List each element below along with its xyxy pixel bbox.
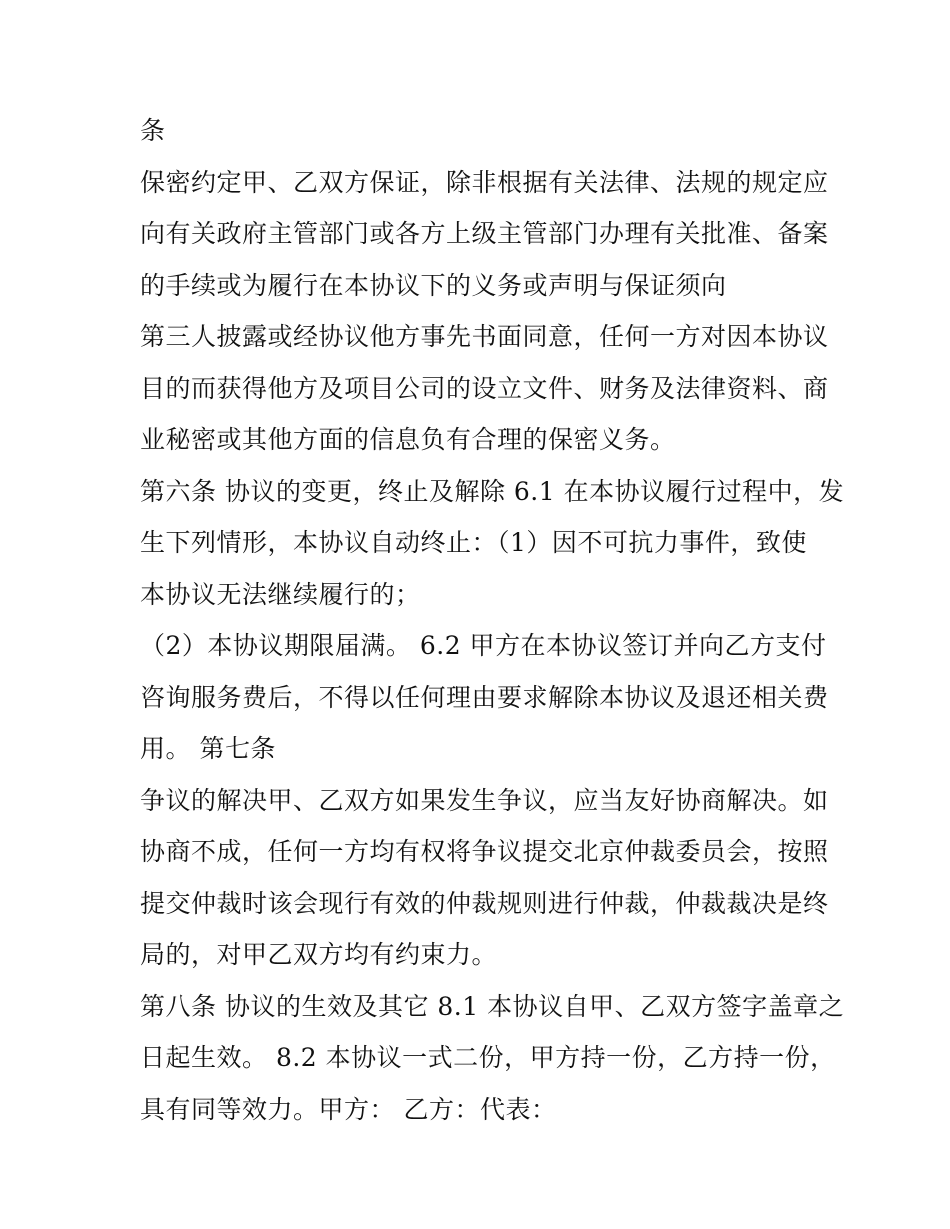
text-line: 生下列情形，本协议自动终止：（1）因不可抗力事件，致使 <box>140 528 807 557</box>
text-line: 争议的解决甲、乙双方如果发生争议，应当友好协商解决。如 <box>140 785 829 815</box>
text-line: 条 <box>140 116 166 145</box>
text-line: 局的，对甲乙双方均有约束力。 <box>140 940 498 969</box>
text-line: 提交仲裁时该会现行有效的仲裁规则进行仲裁，仲裁裁决是终 <box>140 888 829 918</box>
text-line: 用。 第七条 <box>140 734 276 763</box>
text-line: 第八条 协议的生效及其它 8.1 本协议自甲、乙双方签字盖章之 <box>140 991 845 1021</box>
text-line: 目的而获得他方及项目公司的设立文件、财务及法律资料、商 <box>140 373 829 403</box>
text-line: 保密约定甲、乙双方保证，除非根据有关法律、法规的规定应 <box>140 167 829 197</box>
text-line: 日起生效。 8.2 本协议一式二份，甲方持一份，乙方持一份， <box>140 1043 836 1072</box>
text-line: 业秘密或其他方面的信息负有合理的保密义务。 <box>140 425 676 454</box>
text-line: 的手续或为履行在本协议下的义务或声明与保证须向 <box>140 270 727 300</box>
text-line: 向有关政府主管部门或各方上级主管部门办理有关批准、备案 <box>140 219 829 248</box>
text-line: 咨询服务费后，不得以任何理由要求解除本协议及退还相关费 <box>140 682 829 712</box>
document-body <box>140 105 845 1135</box>
text-line: 第六条 协议的变更，终止及解除 6.1 在本协议履行过程中，发 <box>140 476 845 506</box>
text-line: （2）本协议期限届满。 6.2 甲方在本协议签订并向乙方支付 <box>140 631 827 660</box>
text-line: 协商不成，任何一方均有权将争议提交北京仲裁委员会，按照 <box>140 837 829 866</box>
text-line: 具有同等效力。甲方： 乙方：代表： <box>140 1094 557 1124</box>
text-line: 第三人披露或经协议他方事先书面同意，任何一方对因本协议 <box>140 322 829 351</box>
text-line: 本协议无法继续履行的； <box>140 579 421 609</box>
